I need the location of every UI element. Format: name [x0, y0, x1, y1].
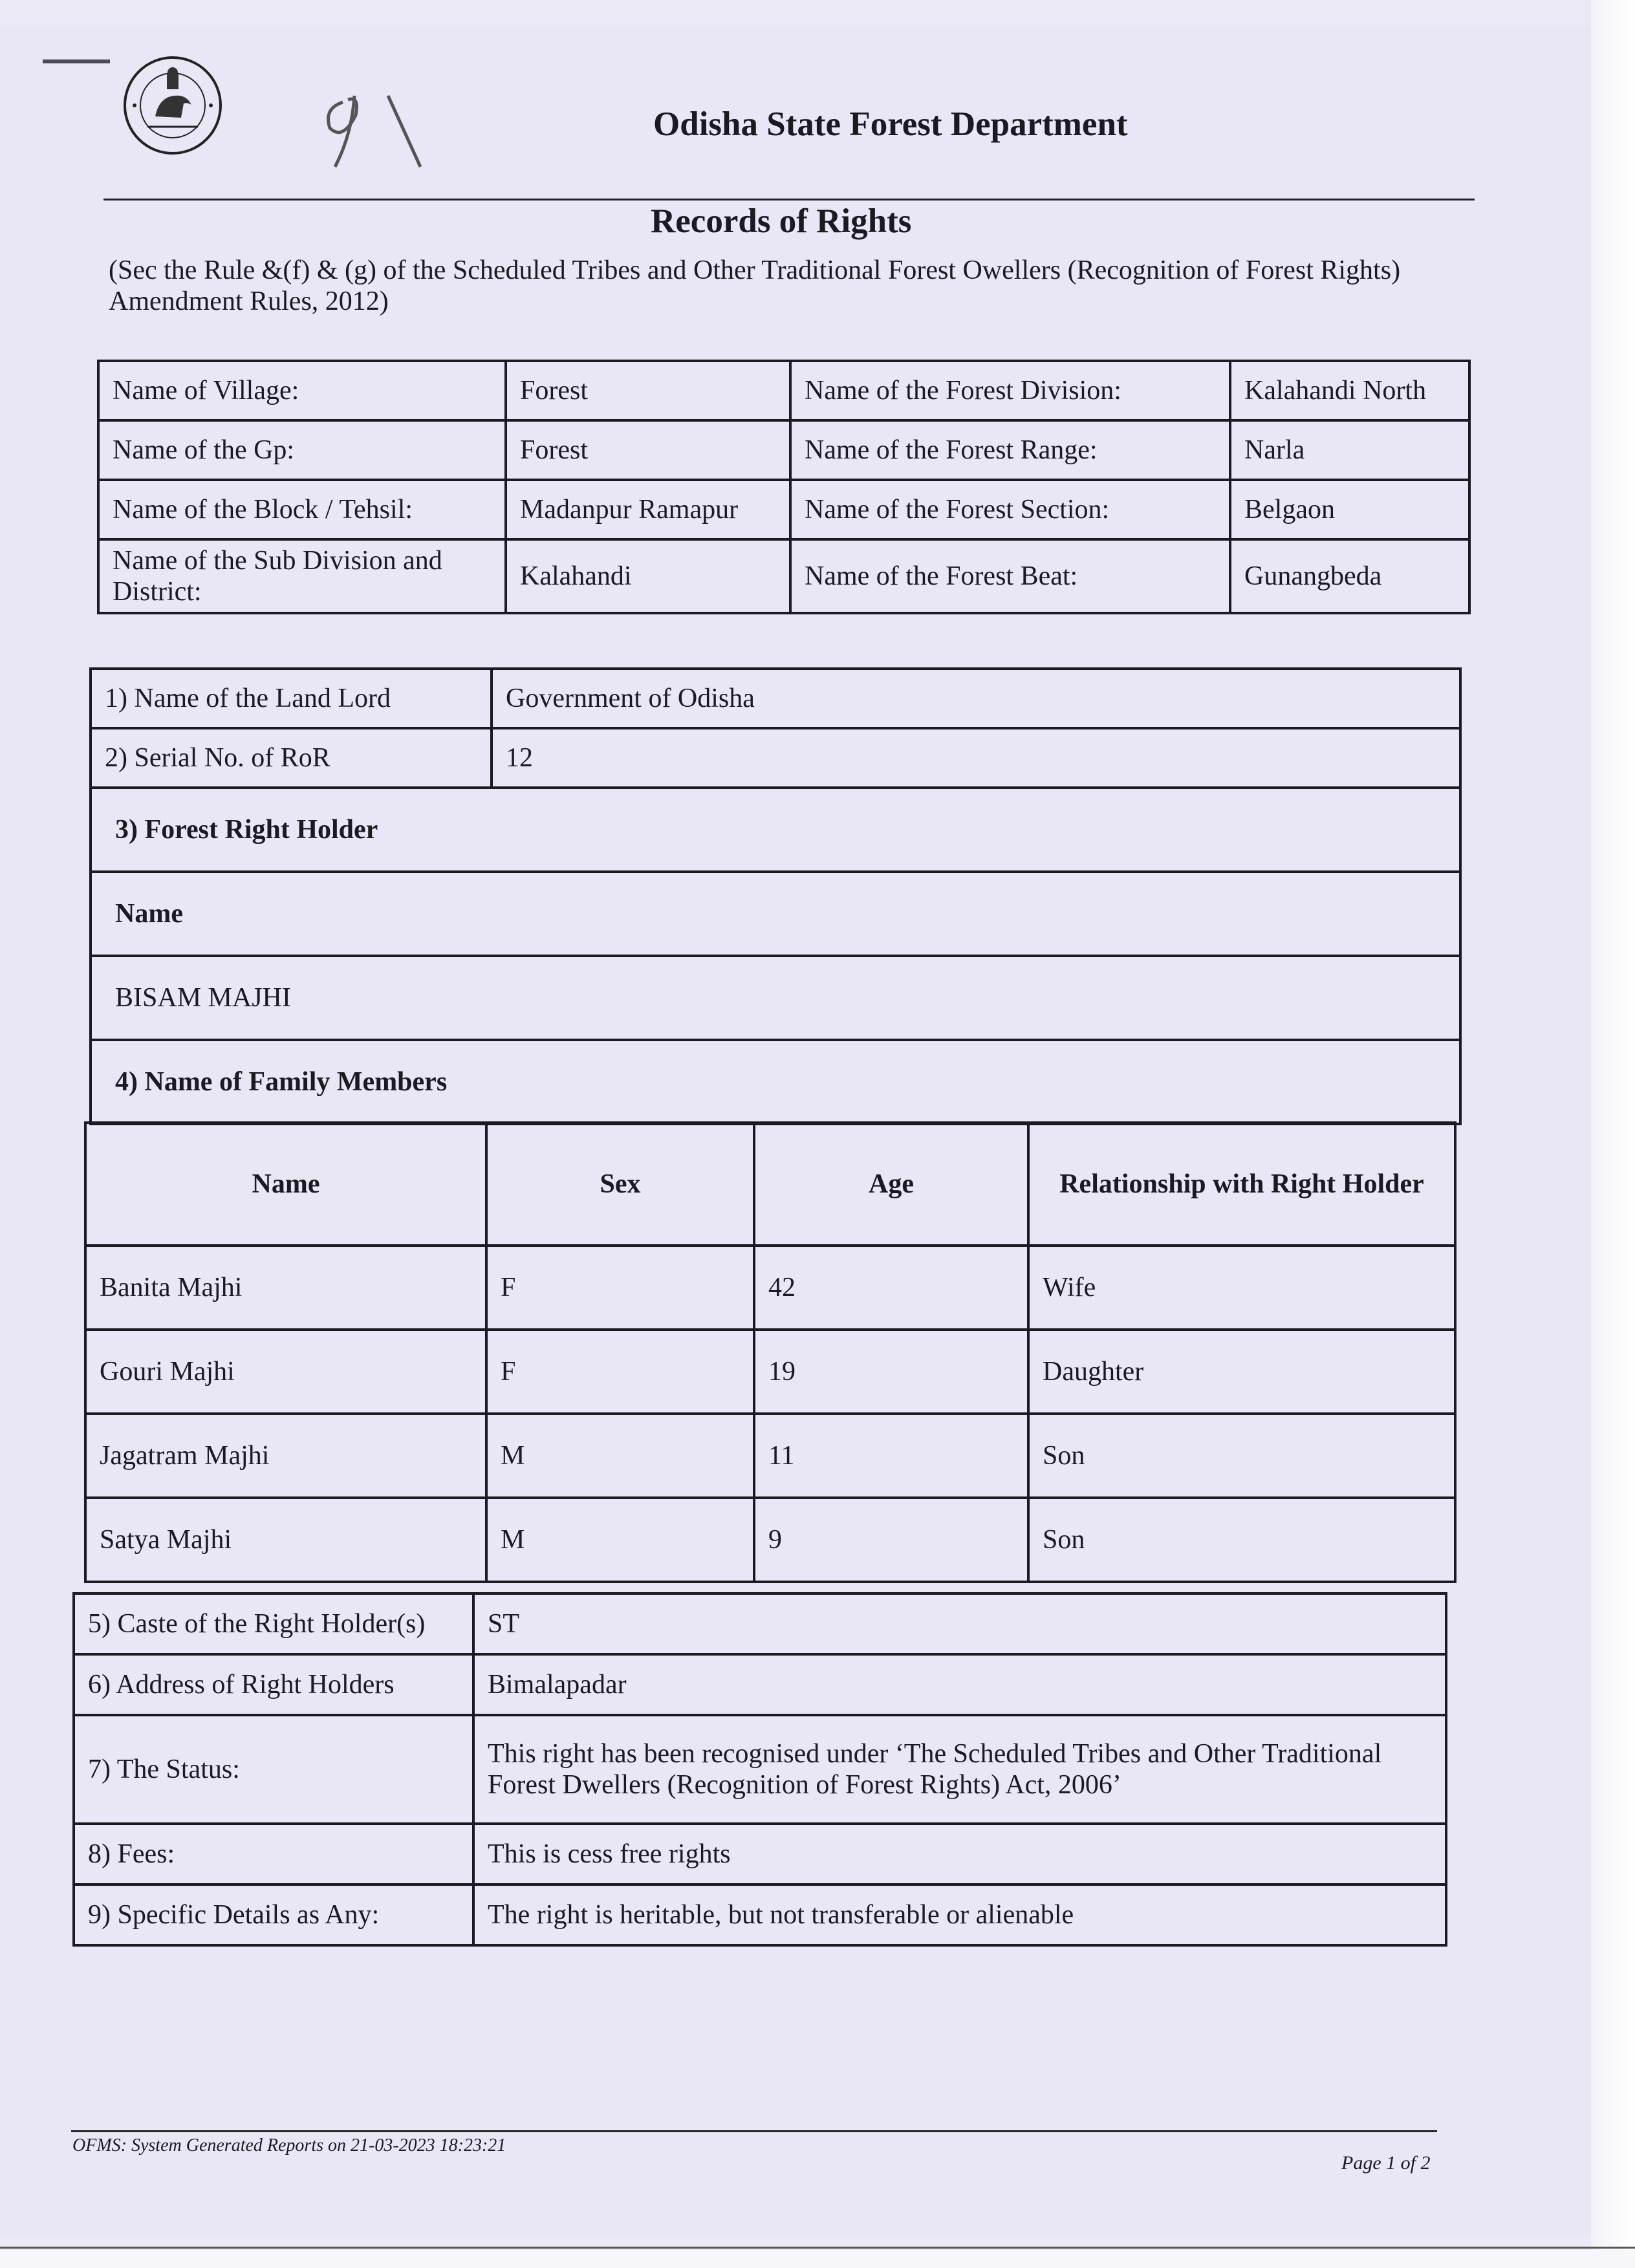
serial-value: 12 [492, 728, 1460, 788]
block-value: Madanpur Ramapur [506, 480, 790, 539]
status-line-1: This right has been recognised under ‘The Scheduled Tribes and Other Traditional [488, 1739, 1382, 1769]
scan-bottom-edge [0, 2250, 1635, 2268]
document-title: Records of Rights [651, 202, 912, 240]
location-table [97, 360, 1471, 614]
generated-timestamp: OFMS: System Generated Reports on 21-03-2023 18:23:21 [72, 2135, 506, 2155]
division-label: Name of the Forest Division: [790, 361, 1230, 420]
specific-value: The right is heritable, but not transferable or alienable [473, 1885, 1446, 1945]
column-header-age: Age [754, 1123, 1028, 1246]
address-row [74, 1654, 1446, 1715]
table-row [85, 1414, 1455, 1498]
fees-label: 8) Fees: [74, 1824, 473, 1885]
handwritten-mark [317, 76, 427, 173]
location-row [98, 361, 1469, 420]
status-row [74, 1715, 1446, 1824]
location-row [98, 539, 1469, 613]
range-label: Name of the Forest Range: [790, 420, 1230, 480]
location-row [98, 420, 1469, 480]
member-age: 9 [754, 1498, 1028, 1582]
right-holder-name: BISAM MAJHI [91, 956, 1460, 1040]
header-divider [103, 199, 1475, 200]
footer-divider [71, 2130, 1437, 2132]
specific-label: 9) Specific Details as Any: [74, 1885, 473, 1945]
scan-bottom-line [0, 2247, 1635, 2249]
member-name: Jagatram Majhi [85, 1414, 486, 1498]
member-relationship: Wife [1028, 1246, 1455, 1330]
member-age: 11 [754, 1414, 1028, 1498]
member-name: Banita Majhi [85, 1246, 486, 1330]
specific-details-row [74, 1885, 1446, 1945]
family-header-row [85, 1123, 1455, 1246]
right-holder-name-row [91, 956, 1460, 1040]
name-heading: Name [91, 872, 1460, 956]
other-details-table [72, 1592, 1447, 1947]
department-title: Odisha State Forest Department [653, 105, 1128, 143]
address-value: Bimalapadar [473, 1654, 1446, 1715]
document-subtitle: (Sec the Rule &(f) & (g) of the Scheduled Tribes and Other Traditional Forest Owellers (Recognition of Forest Rights) Amendment Rules, 2012) [109, 255, 1401, 316]
member-sex: F [486, 1330, 754, 1414]
land-lord-row [91, 669, 1460, 728]
column-header-name: Name [85, 1123, 486, 1246]
gp-label: Name of the Gp: [98, 420, 506, 480]
fees-value: This is cess free rights [473, 1824, 1446, 1885]
table-row [85, 1498, 1455, 1582]
section-label: Name of the Forest Section: [790, 480, 1230, 539]
member-relationship: Son [1028, 1498, 1455, 1582]
corner-mark [43, 59, 110, 63]
caste-row [74, 1593, 1446, 1654]
village-value: Forest [506, 361, 790, 420]
block-label: Name of the Block / Tehsil: [98, 480, 506, 539]
land-lord-label: 1) Name of the Land Lord [91, 669, 492, 728]
division-value: Kalahandi North [1230, 361, 1469, 420]
caste-value: ST [473, 1593, 1446, 1654]
right-holder-heading-row [91, 788, 1460, 872]
member-sex: M [486, 1414, 754, 1498]
page-number: Page 1 of 2 [1341, 2152, 1431, 2174]
serial-row [91, 728, 1460, 788]
status-label: 7) The Status: [74, 1715, 473, 1824]
section-value: Belgaon [1230, 480, 1469, 539]
member-age: 42 [754, 1246, 1028, 1330]
subdivision-value: Kalahandi [506, 539, 790, 613]
scan-edge [1591, 0, 1635, 2268]
village-label: Name of Village: [98, 361, 506, 420]
details-table [89, 667, 1462, 1125]
fees-row [74, 1824, 1446, 1885]
name-heading-row [91, 872, 1460, 956]
family-heading: 4) Name of Family Members [91, 1040, 1460, 1124]
subdivision-label: Name of the Sub Division and District: [98, 539, 506, 613]
table-row [85, 1330, 1455, 1414]
odisha-emblem-logo [122, 54, 224, 157]
family-members-table [84, 1121, 1456, 1583]
member-sex: M [486, 1498, 754, 1582]
range-value: Narla [1230, 420, 1469, 480]
beat-label: Name of the Forest Beat: [790, 539, 1230, 613]
member-name: Satya Majhi [85, 1498, 486, 1582]
status-line-2: Forest Dwellers (Recognition of Forest Rights) Act, 2006’ [488, 1770, 1121, 1800]
member-relationship: Daughter [1028, 1330, 1455, 1414]
table-row [85, 1246, 1455, 1330]
caste-label: 5) Caste of the Right Holder(s) [74, 1593, 473, 1654]
location-row [98, 480, 1469, 539]
land-lord-value: Government of Odisha [492, 669, 1460, 728]
member-name: Gouri Majhi [85, 1330, 486, 1414]
member-sex: F [486, 1246, 754, 1330]
column-header-sex: Sex [486, 1123, 754, 1246]
gp-value: Forest [506, 420, 790, 480]
beat-value: Gunangbeda [1230, 539, 1469, 613]
column-header-relationship: Relationship with Right Holder [1028, 1123, 1455, 1246]
member-relationship: Son [1028, 1414, 1455, 1498]
member-age: 19 [754, 1330, 1028, 1414]
address-label: 6) Address of Right Holders [74, 1654, 473, 1715]
status-value [473, 1715, 1446, 1824]
right-holder-heading: 3) Forest Right Holder [91, 788, 1460, 872]
serial-label: 2) Serial No. of RoR [91, 728, 492, 788]
family-heading-row [91, 1040, 1460, 1124]
